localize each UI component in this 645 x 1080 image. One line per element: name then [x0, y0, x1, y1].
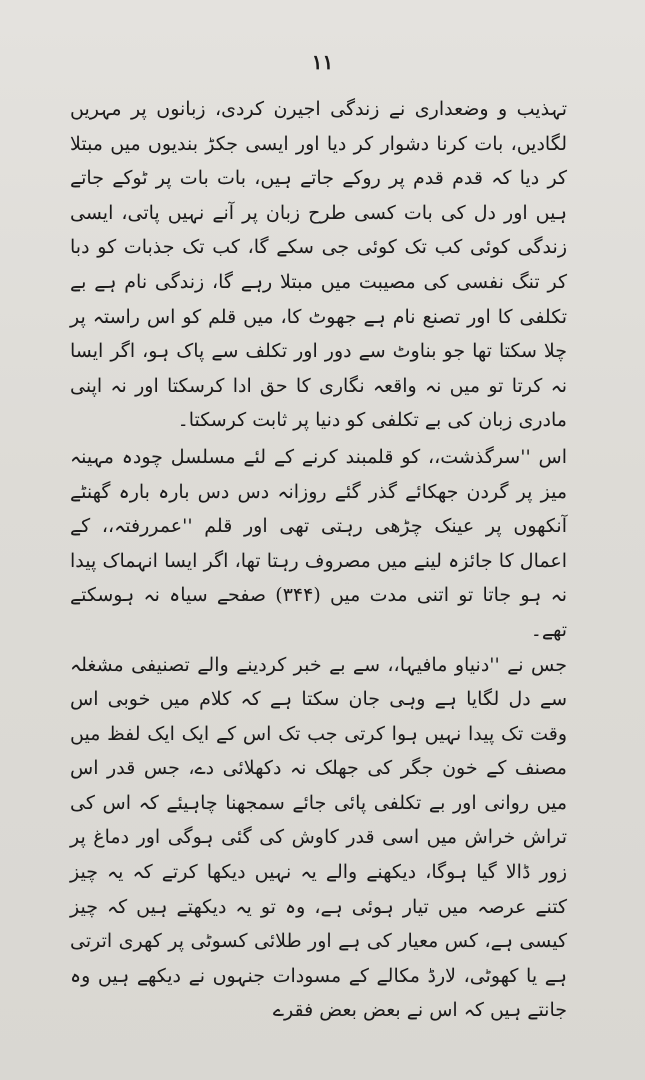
page-number: ۱۱ [311, 50, 334, 74]
paragraph-3: جس نے ''دنیاو مافیہا،، سے بے خبر کردینے والے تصنیفی مشغلہ سے دل لگایا ہے وہی جان سکتا ہے کہ کلام میں خوبی اس وقت تک پیدا نہیں ہوا کرتی جب تک اس کے ایک ایک لفظ میں مصنف کے خون جگر کی جھلک نہ دکھلائی دے، جس قدر اس میں روانی اور بے تکلفی پائی جائے سمجھنا چاہیئے کہ اس کی تراش خراش میں اسی قدر کاوش کی گئی ہوگی اور دماغ پر زور ڈالا گیا ہوگا، دیکھنے والے یہ نہیں دیکھا کرتے کہ یہ چیز کتنے عرصہ میں تیار ہوئی ہے، وہ تو یہ دیکھتے ہیں کہ چیز کیسی ہے، کس معیار کی ہے اور طلائی کسوٹی پر کھری اترتی ہے یا کھوٹی، لارڈ مکالے کے مسودات جنہوں نے دیکھے ہیں وہ جانتے ہیں کہ اس نے بعض بعض فقرے [70, 653, 567, 1022]
page-body [70, 92, 567, 1028]
paragraph-2: اس ''سرگذشت،، کو قلمبند کرنے کے لئے مسلسل چودہ مہینہ میز پر گردن جھکائے گذر گئے روزانہ دس دس بارہ بارہ گھنٹے آنکھوں پر عینک چڑھی رہتی تھی اور قلم ''عمررفتہ،، کے اعمال کا جائزہ لینے میں مصروف رہتا تھا، اگر ایسا انہماک پیدا نہ ہو جاتا تو اتنی مدت میں (۳۴۴) صفحے سیاہ نہ ہوسکتے تھے۔ [70, 445, 567, 641]
paragraph-1: تہذیب و وضعداری نے زندگی اجیرن کردی، زبانوں پر مہریں لگادیں، بات کرنا دشوار کر دیا اور ایسی جکڑ بندیوں میں مبتلا کر دیا کہ قدم قدم پر روکے جاتے ہیں، بات بات پر ٹوکے جاتے ہیں اور دل کی بات کسی طرح زبان پر آنے نہیں پاتی، ایسی زندگی کوئی کب تک کوئی جی سکے گا، کب تک جذبات کو دبا کر تنگ نفسی کی مصیبت میں مبتلا رہے گا، زندگی نام ہے بے تکلفی کا اور تصنع نام ہے جھوٹ کا، میں قلم کو اس راستہ پر چلا سکتا تھا جو بناوٹ سے دور اور تکلف سے پاک ہو، اگر ایسا نہ کرتا تو میں نہ واقعہ نگاری کا حق ادا کرسکتا اور نہ اپنی مادری زبان کی بے تکلفی کو دنیا پر ثابت کرسکتا۔ [70, 98, 567, 432]
